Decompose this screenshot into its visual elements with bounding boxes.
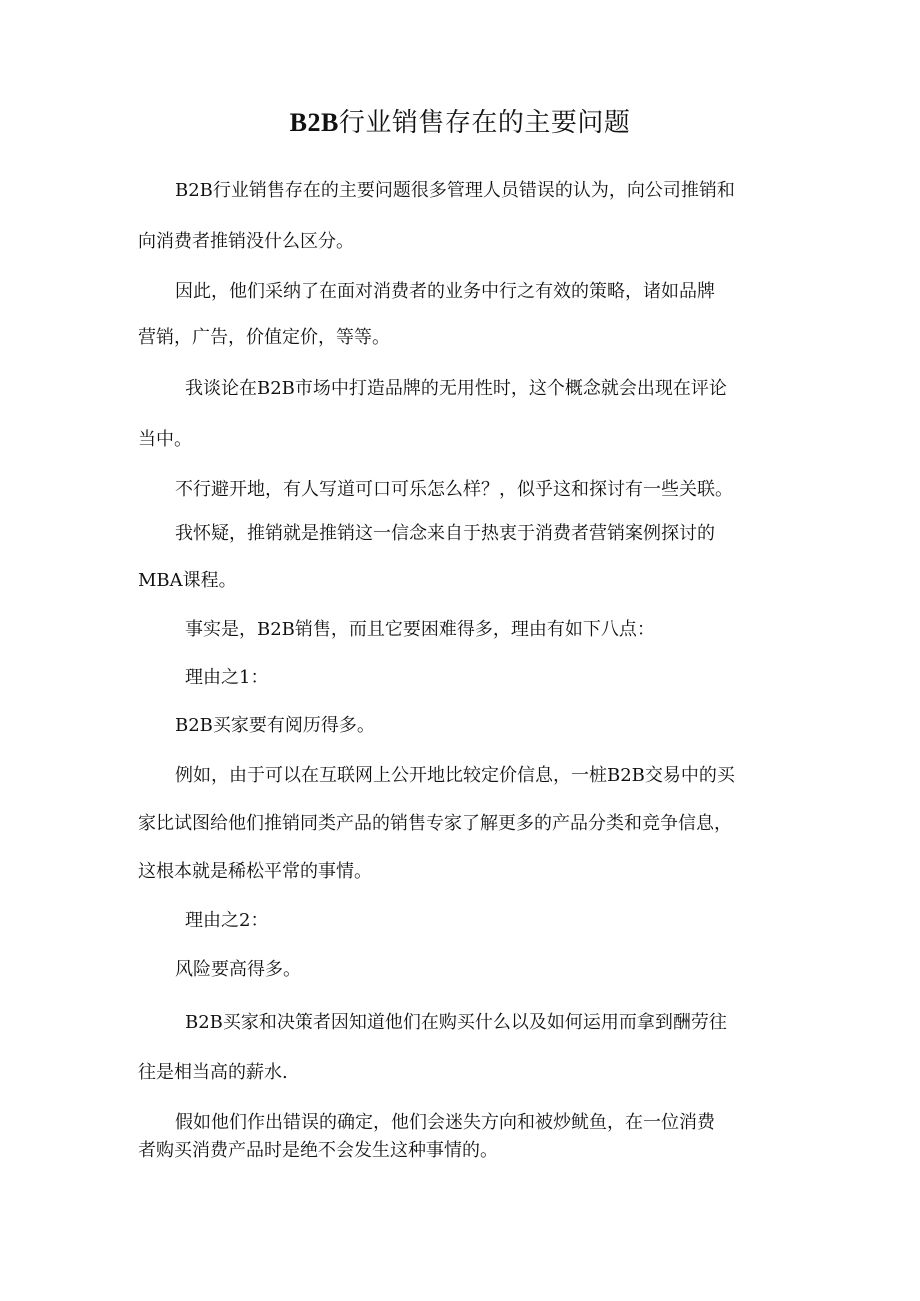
body-line: 理由之1： xyxy=(185,667,269,688)
body-line: 我怀疑，推销就是推销这一信念来自于热衷于消费者营销案例探讨的 xyxy=(175,523,715,544)
body-line: 我谈论在B2B市场中打造品牌的无用性时，这个概念就会出现在评论 xyxy=(185,378,727,399)
body-line: 理由之2： xyxy=(185,910,269,931)
document-title xyxy=(0,103,920,143)
body-line: B2B买家和决策者因知道他们在购买什么以及如何运用而拿到酬劳往 xyxy=(185,1012,727,1033)
body-line: 往是相当高的薪水. xyxy=(138,1062,288,1083)
body-line: MBA课程。 xyxy=(138,570,237,591)
body-line: 因此，他们采纳了在面对消费者的业务中行之有效的策略，诸如品牌 xyxy=(175,281,715,302)
body-line: B2B买家要有阅历得多。 xyxy=(175,715,375,736)
title-text: 行业销售存在的主要问题 xyxy=(338,108,631,138)
title-prefix: B2B xyxy=(289,108,339,137)
body-line: 例如，由于可以在互联网上公开地比较定价信息，一桩B2B交易中的买 xyxy=(175,765,735,786)
body-line: 风险要高得多。 xyxy=(175,959,301,980)
body-line: 不行避开地，有人写道可口可乐怎么样？，似乎这和探讨有一些关联。 xyxy=(175,479,733,500)
body-line: 当中。 xyxy=(138,429,192,450)
body-line: 这根本就是稀松平常的事情。 xyxy=(138,861,372,882)
body-line: 者购买消费产品时是绝不会发生这种事情的。 xyxy=(138,1140,498,1161)
body-line: B2B行业销售存在的主要问题很多管理人员错误的认为，向公司推销和 xyxy=(175,180,735,201)
body-line: 营销，广告，价值定价，等等。 xyxy=(138,327,390,348)
body-line: 家比试图给他们推销同类产品的销售专家了解更多的产品分类和竞争信息， xyxy=(138,813,732,834)
body-line: 向消费者推销没什么区分。 xyxy=(138,231,354,252)
body-line: 事实是，B2B销售，而且它要困难得多，理由有如下八点： xyxy=(185,619,655,640)
body-line: 假如他们作出错误的确定，他们会迷失方向和被炒鱿鱼，在一位消费 xyxy=(175,1112,715,1133)
